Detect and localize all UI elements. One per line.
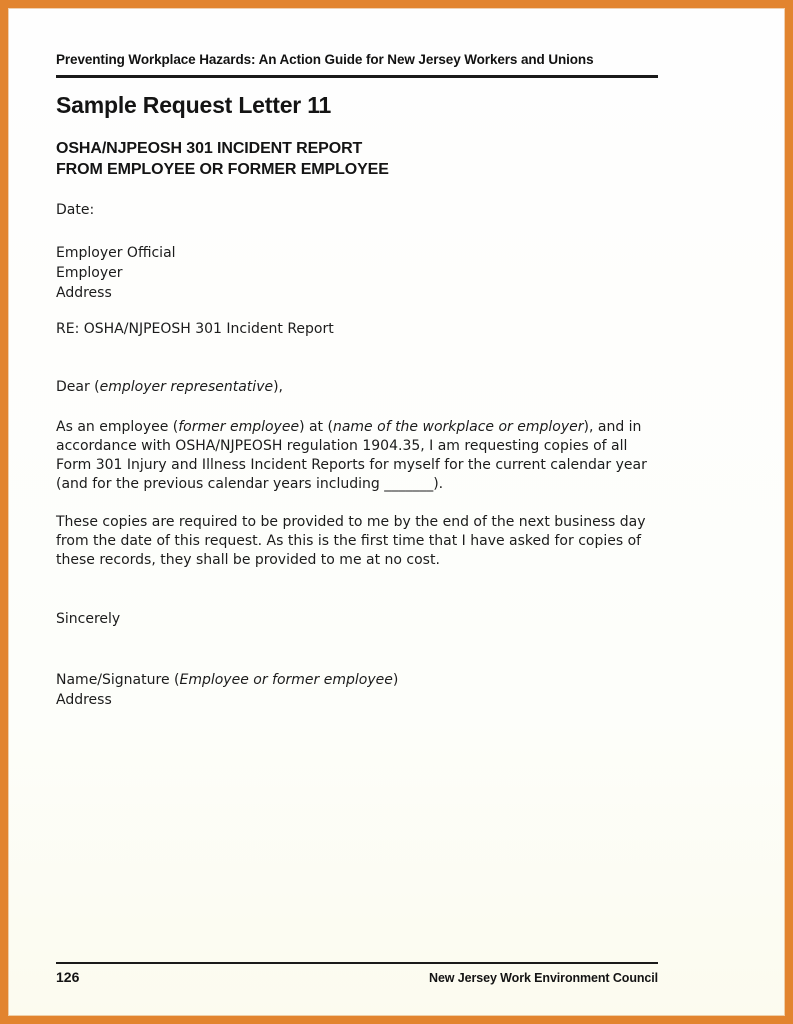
subtitle-line-2: FROM EMPLOYEE OR FORMER EMPLOYEE: [56, 161, 389, 178]
recipient-line-employer: Employer: [56, 265, 123, 281]
header-banner-text: Preventing Workplace Hazards: An Action Guide for New Jersey Workers and Unions: [56, 52, 594, 67]
footer-rule: [56, 962, 658, 964]
subtitle-line-1: OSHA/NJPEOSH 301 INCIDENT REPORT: [56, 140, 363, 157]
signature-address-line: Address: [56, 692, 112, 708]
re-subject-line: RE: OSHA/NJPEOSH 301 Incident Report: [56, 321, 334, 337]
paragraph-request: As an employee (former employee) at (name of the workplace or employer), and in accordance with OSHA/NJPEOSH regulation 1904.35, I am requesting copies of all Form 301 Injury and Illness Incident Reports for myself for the current calendar year (and for the previous calendar years including _______).: [56, 419, 647, 492]
signature-block: [56, 670, 398, 710]
closing: Sincerely: [56, 611, 121, 627]
date-label: Date:: [56, 202, 95, 218]
letter-subtitle: [56, 138, 389, 180]
header-rule: [56, 75, 658, 78]
footer-page-number: 126: [56, 969, 80, 985]
recipient-line-address: Address: [56, 285, 112, 301]
footer-organization: New Jersey Work Environment Council: [429, 971, 658, 985]
salutation: Dear (employer representative),: [56, 379, 284, 395]
page-title: Sample Request Letter 11: [56, 92, 332, 118]
recipient-address-block: [56, 243, 176, 303]
recipient-line-official: Employer Official: [56, 245, 176, 261]
paragraph-deadline: These copies are required to be provided to me by the end of the next business day from the date of this request. As this is the first time that I have asked for copies of these records, they shall be provided to me at no cost.: [56, 514, 646, 568]
page-footer: [56, 969, 658, 985]
signature-name-line: Name/Signature (Employee or former employee): [56, 672, 399, 688]
